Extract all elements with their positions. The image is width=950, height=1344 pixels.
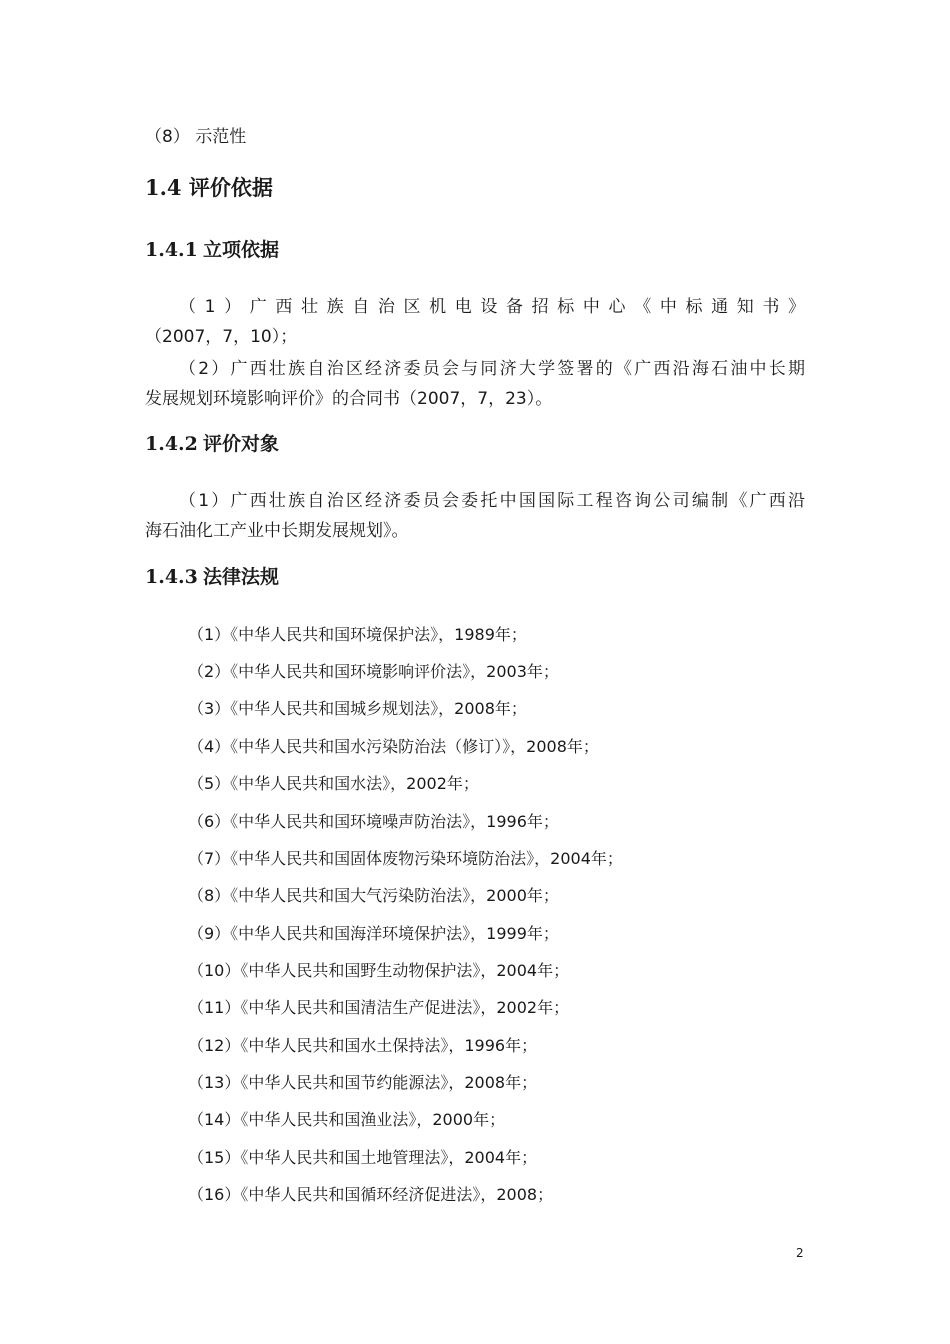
law-list-item: （16）《中华人民共和国循环经济促进法》，2008； (188, 1185, 554, 1204)
law-list-item: （5）《中华人民共和国水法》，2002年； (188, 774, 479, 793)
subsection-title: 立项依据 (203, 239, 280, 261)
law-list-item: （13）《中华人民共和国节约能源法》，2008年； (188, 1073, 538, 1092)
paragraph-line: 发展规划环境影响评价》的合同书（2007，7，23）。 (145, 389, 553, 409)
subsection-number: 1.4.3 (145, 566, 198, 588)
list-item-8-demonstration: （8） 示范性 (145, 127, 247, 147)
law-list-item: （6）《中华人民共和国环境噪声防治法》，1996年； (188, 812, 559, 831)
law-list-item: （14）《中华人民共和国渔业法》，2000年； (188, 1110, 506, 1129)
paragraph-tender-notice (145, 292, 805, 352)
paragraph-contract (145, 354, 805, 414)
law-list-item: （11）《中华人民共和国清洁生产促进法》，2002年； (188, 998, 570, 1017)
subsection-heading-1-4-2 (145, 431, 279, 457)
law-list-item: （10）《中华人民共和国野生动物保护法》，2004年； (188, 961, 570, 980)
subsection-number: 1.4.1 (145, 239, 198, 261)
law-list-item: （9）《中华人民共和国海洋环境保护法》，1999年； (188, 924, 559, 943)
subsection-title: 评价对象 (203, 433, 280, 455)
law-list-item: （1）《中华人民共和国环境保护法》，1989年； (188, 625, 527, 644)
law-list-item: （12）《中华人民共和国水土保持法》，1996年； (188, 1036, 538, 1055)
law-list-item: （15）《中华人民共和国土地管理法》，2004年； (188, 1148, 538, 1167)
section-heading-1-4: 1.4 评价依据 (145, 175, 273, 200)
paragraph-line: （1）广西壮族自治区经济委员会委托中国国际工程咨询公司编制《广西沿 (179, 491, 805, 511)
subsection-number: 1.4.2 (145, 433, 198, 455)
paragraph-line: （1）广西壮族自治区机电设备招标中心《中标通知书》 (179, 297, 805, 317)
subsection-title: 法律法规 (203, 566, 280, 588)
law-list-item: （2）《中华人民共和国环境影响评价法》，2003年； (188, 662, 559, 681)
law-list-item: （4）《中华人民共和国水污染防治法（修订）》，2008年； (188, 737, 599, 756)
law-list-item: （7）《中华人民共和国固体废物污染环境防治法》，2004年； (188, 849, 623, 868)
paragraph-line: （2）广西壮族自治区经济委员会与同济大学签署的《广西沿海石油中长期 (179, 359, 805, 379)
subsection-heading-1-4-1 (145, 237, 279, 263)
law-list-item: （8）《中华人民共和国大气污染防治法》，2000年； (188, 886, 559, 905)
paragraph-line: （2007，7，10）； (145, 327, 298, 347)
paragraph-evaluation-object (145, 486, 805, 546)
paragraph-line: 海石油化工产业中长期发展规划》。 (145, 521, 409, 541)
page-number: 2 (796, 1246, 804, 1260)
law-list-item: （3）《中华人民共和国城乡规划法》，2008年； (188, 699, 527, 718)
subsection-heading-1-4-3 (145, 564, 279, 590)
